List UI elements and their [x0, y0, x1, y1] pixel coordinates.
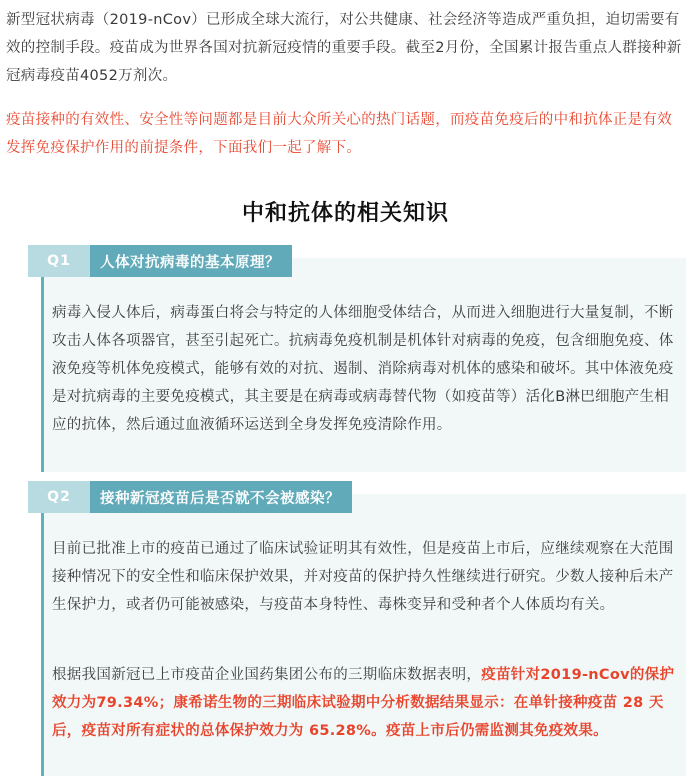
- q2-tag: Q2: [28, 481, 90, 513]
- q1-answer: 病毒入侵人体后，病毒蛋白将会与特定的人体细胞受体结合，从而进入细胞进行大量复制，不断攻击人体各项器官，甚至引起死亡。抗病毒免疫机制是机体针对病毒的免疫，包含细胞免疫、体液免疫等机体免疫模式，能够有效的对抗、遏制、消除病毒对机体的感染和破坏。其中体液免疫是对抗病毒的主要免疫模式，其主要是在病毒或病毒替代物（如疫苗等）活化B淋巴细胞产生相应的抗体，然后通过血液循环运送到全身发挥免疫清除作用。: [52, 305, 674, 433]
- q2-header: [28, 481, 352, 513]
- q1-tag: Q1: [28, 245, 90, 277]
- section-title: 中和抗体的相关知识: [241, 201, 449, 226]
- q1-header: [28, 245, 292, 277]
- q2-answer-plain: 根据我国新冠已上市疫苗企业国药集团公布的三期临床数据表明，: [52, 667, 482, 683]
- q2-answer-paragraph-1: 目前已批准上市的疫苗已通过了临床试验证明其有效性，但是疫苗上市后，应继续观察在大范围接种情况下的安全性和临床保护效果，并对疫苗的保护持久性继续进行研究。少数人接种后未产生保护力，或者仍可能被感染，与疫苗本身特性、毒株变异和受种者个人体质均有关。: [52, 541, 674, 613]
- q1-question: 人体对抗病毒的基本原理？: [100, 254, 280, 271]
- q2-question: 接种新冠疫苗后是否就不会被感染？: [100, 490, 340, 507]
- intro-highlight-paragraph: 疫苗接种的有效性、安全性等问题都是目前大众所关心的热门话题，而疫苗免疫后的中和抗体正是有效发挥免疫保护作用的前提条件，下面我们一起了解下。: [6, 112, 672, 156]
- q2-answer-paragraph-2: [52, 661, 682, 745]
- q2-answer-highlight: 疫苗针对2019-nCov的保护效力为79.34%；康希诺生物的三期临床试验期中分析数据结果显示：在单针接种疫苗 28 天后，疫苗对所有症状的总体保护效力为 65.28%。疫苗上市后仍需监测其免疫效果。: [52, 667, 675, 739]
- intro-paragraph: 新型冠状病毒（2019-nCov）已形成全球大流行，对公共健康、社会经济等造成严重负担，迫切需要有效的控制手段。疫苗成为世界各国对抗新冠疫情的重要手段。截至2月份，全国累计报告重点人群接种新冠病毒疫苗4052万剂次。: [6, 12, 682, 84]
